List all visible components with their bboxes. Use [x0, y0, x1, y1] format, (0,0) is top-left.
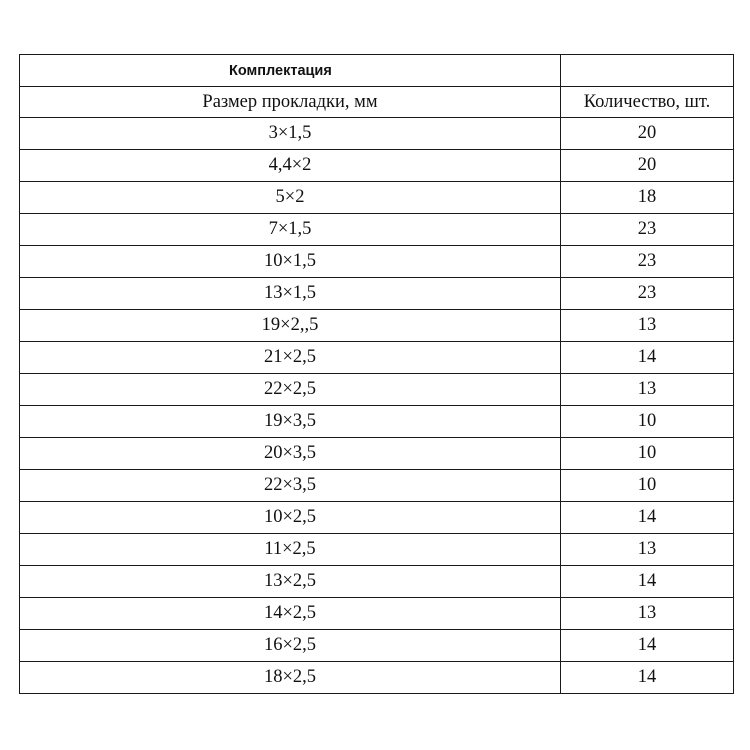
quantity-cell: 23: [561, 246, 734, 278]
size-cell: 4,4×2: [20, 150, 561, 182]
table-row: [20, 662, 734, 694]
table-row: [20, 566, 734, 598]
table-row: [20, 214, 734, 246]
quantity-cell: 10: [561, 438, 734, 470]
size-cell: 22×3,5: [20, 470, 561, 502]
size-cell: 13×1,5: [20, 278, 561, 310]
kit-contents-table: [19, 54, 734, 694]
quantity-cell: 13: [561, 598, 734, 630]
table-row: [20, 534, 734, 566]
table-row: [20, 374, 734, 406]
table-row: [20, 246, 734, 278]
table-body: [20, 55, 734, 694]
title-row: [20, 55, 734, 87]
size-cell: 10×1,5: [20, 246, 561, 278]
table-row: [20, 598, 734, 630]
table-row: [20, 438, 734, 470]
quantity-cell: 20: [561, 150, 734, 182]
size-cell: 16×2,5: [20, 630, 561, 662]
size-cell: 20×3,5: [20, 438, 561, 470]
quantity-cell: 18: [561, 182, 734, 214]
quantity-cell: 14: [561, 662, 734, 694]
size-cell: 19×2,,5: [20, 310, 561, 342]
header-quantity: Количество, шт.: [561, 87, 734, 118]
table-row: [20, 342, 734, 374]
table-row: [20, 150, 734, 182]
header-row: [20, 87, 734, 118]
quantity-cell: 13: [561, 374, 734, 406]
table-title: Комплектация: [20, 55, 561, 87]
table-row: [20, 470, 734, 502]
table-row: [20, 630, 734, 662]
title-row-empty-cell: [561, 55, 734, 87]
size-cell: 21×2,5: [20, 342, 561, 374]
quantity-cell: 23: [561, 278, 734, 310]
size-cell: 3×1,5: [20, 118, 561, 150]
table-row: [20, 502, 734, 534]
quantity-cell: 13: [561, 534, 734, 566]
size-cell: 22×2,5: [20, 374, 561, 406]
quantity-cell: 14: [561, 502, 734, 534]
quantity-cell: 20: [561, 118, 734, 150]
size-cell: 18×2,5: [20, 662, 561, 694]
quantity-cell: 14: [561, 566, 734, 598]
size-cell: 19×3,5: [20, 406, 561, 438]
size-cell: 14×2,5: [20, 598, 561, 630]
size-cell: 5×2: [20, 182, 561, 214]
quantity-cell: 10: [561, 406, 734, 438]
table-row: [20, 406, 734, 438]
quantity-cell: 13: [561, 310, 734, 342]
quantity-cell: 23: [561, 214, 734, 246]
size-cell: 10×2,5: [20, 502, 561, 534]
size-cell: 7×1,5: [20, 214, 561, 246]
table-row: [20, 310, 734, 342]
quantity-cell: 10: [561, 470, 734, 502]
quantity-cell: 14: [561, 630, 734, 662]
quantity-cell: 14: [561, 342, 734, 374]
size-cell: 13×2,5: [20, 566, 561, 598]
header-size: Размер прокладки, мм: [20, 87, 561, 118]
table-row: [20, 278, 734, 310]
table-row: [20, 118, 734, 150]
size-cell: 11×2,5: [20, 534, 561, 566]
table-row: [20, 182, 734, 214]
